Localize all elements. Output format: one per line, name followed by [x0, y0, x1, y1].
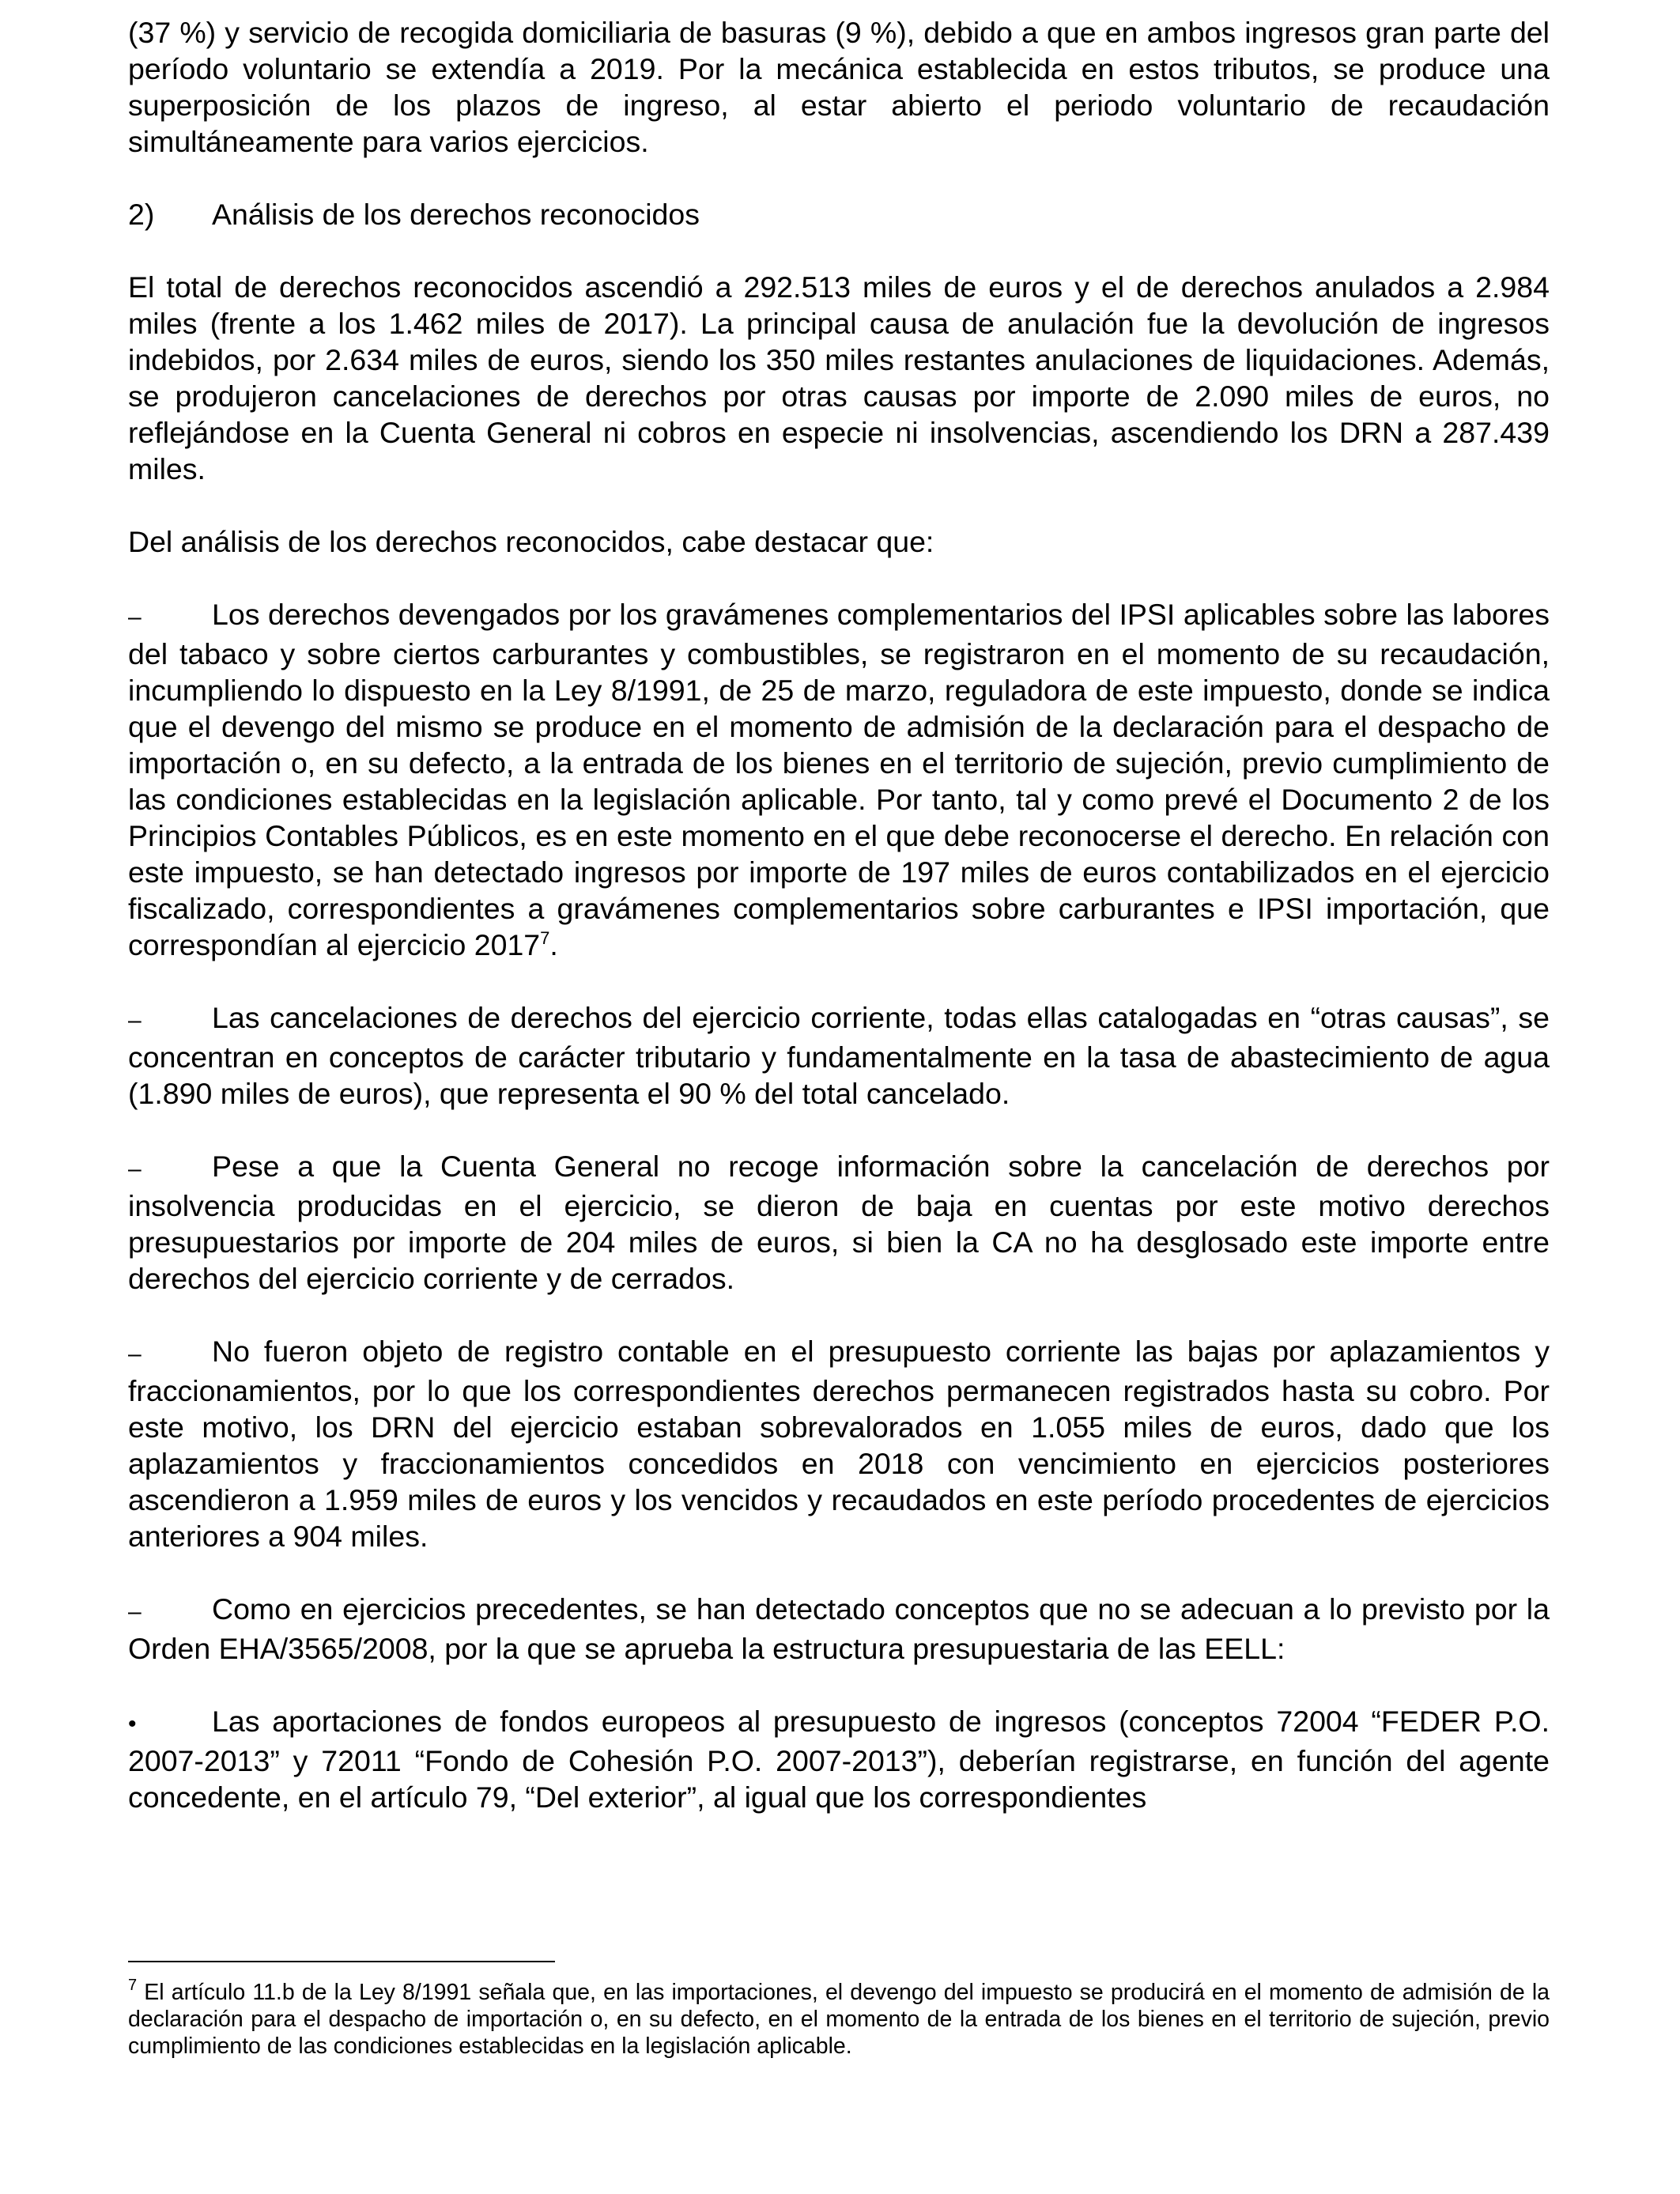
dash-item-4-text: No fueron objeto de registro contable en el presupuesto corriente las bajas por aplazamientos y fraccionamientos, por lo que los correspondientes derechos permanecen registrados hasta su cobro. Por este motivo, los DRN del ejercicio estaban sobrevalorados en 1.055 miles de euros, dado que los aplazamientos y fraccionamientos concedidos en 2018 con vencimiento en ejercicios posteriores ascendieron a 1.959 miles de euros y los vencidos y recaudados en este período procedentes de ejercicios anteriores a 904 miles. [128, 1335, 1550, 1553]
paragraph-destacar: Del análisis de los derechos reconocidos, cabe destacar que: [128, 525, 934, 558]
dash-item-3 [128, 1148, 1550, 1297]
footnote-number: 7 [128, 1977, 138, 1994]
dash-marker: – [128, 604, 142, 630]
footnote [128, 1979, 1550, 2060]
dash-item-5-text: Como en ejercicios precedentes, se han detectado conceptos que no se adecuan a lo previsto por la Orden EHA/3565/2008, por la que se aprueba la estructura presupuestaria de las EELL: [128, 1592, 1550, 1665]
dash-item-5 [128, 1591, 1550, 1667]
bullet-marker: • [128, 1711, 137, 1737]
footnote-text: El artículo 11.b de la Ley 8/1991 señala que, en las importaciones, el devengo del impuesto se producirá en el momento de admisión de la declaración para el despacho de importación o, en su defecto, en el momento de la entrada de los bienes en el territorio de sujeción, previo cumplimiento de las condiciones establecidas en la legislación aplicable. [128, 1980, 1550, 2059]
dash-item-4 [128, 1333, 1550, 1554]
footnote-reference[interactable]: 7 [540, 928, 550, 948]
dash-item-2-text: Las cancelaciones de derechos del ejercicio corriente, todas ellas catalogadas en “otras causas”, se concentran en conceptos de carácter tributario y fundamentalmente en la tasa de abastecimiento de agua (1.890 miles de euros), que representa el 90 % del total cancelado. [128, 1001, 1550, 1110]
dash-item-2 [128, 999, 1550, 1112]
dash-item-1-text: Los derechos devengados por los gravámenes complementarios del IPSI aplicables sobre las labores del tabaco y sobre ciertos carburantes y combustibles, se registraron en el momento de su recaudación, incumpliendo lo dispuesto en la Ley 8/1991, de 25 de marzo, reguladora de este impuesto, donde se indica que el devengo del mismo se produce en el momento de admisión de la declaración para el despacho de importación o, en su defecto, a la entrada de los bienes en el territorio de sujeción, previo cumplimiento de las condiciones establecidas en la legislación aplicable. Por tanto, tal y como prevé el Documento 2 de los Principios Contables Públicos, es en este momento en el que debe reconocerse el derecho. En relación con este impuesto, se han detectado ingresos por importe de 197 miles de euros contabilizados en el ejercicio fiscalizado, correspondientes a gravámenes complementarios sobre carburantes e IPSI importación, que correspondían al ejercicio 2017 [128, 598, 1550, 961]
dash-marker: – [128, 1599, 142, 1625]
dash-item-1-tail: . [549, 928, 558, 961]
dash-item-3-text: Pese a que la Cuenta General no recoge información sobre la cancelación de derechos por insolvencia producidas en el ejercicio, se dieron de baja en cuentas por este motivo derechos presupuestarios por importe de 204 miles de euros, si bien la CA no ha desglosado este importe entre derechos del ejercicio corriente y de cerrados. [128, 1150, 1550, 1295]
footnote-separator [128, 1961, 555, 1962]
section-heading-number: 2) [128, 198, 155, 231]
dash-marker: – [128, 1007, 142, 1033]
bullet-item-1-text: Las aportaciones de fondos europeos al presupuesto de ingresos (conceptos 72004 “FEDER P.O. 2007-2013” y 72011 “Fondo de Cohesión P.O. 2007-2013”), deberían registrarse, en función del agente concedente, en el artículo 79, “Del exterior”, al igual que los correspondientes [128, 1705, 1550, 1814]
section-heading [128, 196, 1550, 232]
dash-marker: – [128, 1156, 142, 1182]
paragraph-intro: (37 %) y servicio de recogida domiciliaria de basuras (9 %), debido a que en ambos ingresos gran parte del período voluntario se extendía a 2019. Por la mecánica establecida en estos tributos, se produce una superposición de los plazos de ingreso, al estar abierto el periodo voluntario de recaudación simultáneamente para varios ejercicios. [128, 16, 1550, 158]
document-body [128, 14, 1550, 1852]
dash-marker: – [128, 1341, 142, 1367]
paragraph-derechos-total: El total de derechos reconocidos ascendió a 292.513 miles de euros y el de derechos anulados a 2.984 miles (frente a los 1.462 miles de 2017). La principal causa de anulación fue la devolución de ingresos indebidos, por 2.634 miles de euros, siendo los 350 miles restantes anulaciones de liquidaciones. Además, se produjeron cancelaciones de derechos por otras causas por importe de 2.090 miles de euros, no reflejándose en la Cuenta General ni cobros en especie ni insolvencias, ascendiendo los DRN a 287.439 miles. [128, 270, 1550, 485]
bullet-item-1 [128, 1703, 1550, 1815]
section-heading-text: Análisis de los derechos reconocidos [212, 198, 700, 231]
dash-item-1 [128, 596, 1550, 963]
